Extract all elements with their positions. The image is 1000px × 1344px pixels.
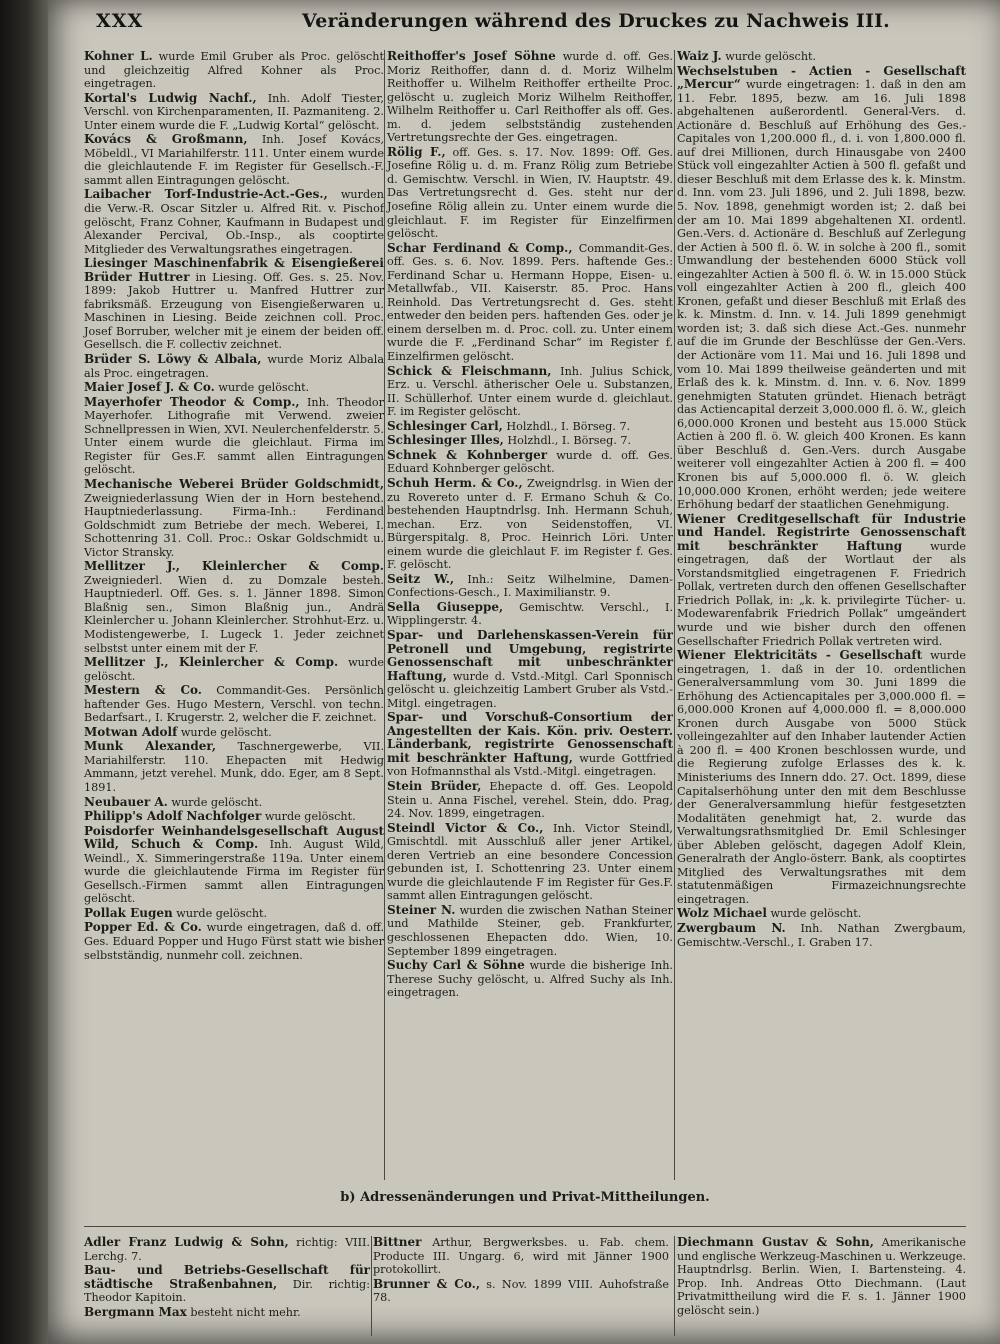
- entry-name: Munk Alexander,: [84, 739, 217, 754]
- entry-name: Schick & Fleischmann,: [387, 363, 552, 378]
- entry-text: wurde eingetragen, daß der Wortlaut der als Vorstandsmitglied eingetragenen F. Friedrich Pollak, vertreten durch den offenen Gesellschafter Friedrich Pollak, in: „k. k. privilegirte Tücher- u. Modewarenfabrik Friedrich Pollak“ umgeändert wurde und wie bisher durch den offenen Gesellschafter Friedrich Pollak vertreten wird.: [677, 539, 966, 648]
- register-entry: [387, 904, 673, 958]
- entry-text: wurde gelöscht.: [84, 656, 385, 683]
- register-entry: [84, 257, 384, 352]
- register-entry: [84, 796, 384, 810]
- register-entry: [387, 573, 673, 600]
- entry-name: Seitz W.,: [387, 571, 455, 586]
- entry-name: Schuh Herm. & Co.,: [387, 475, 523, 490]
- register-entry: [84, 353, 384, 380]
- register-entry: [84, 133, 384, 187]
- entry-name: Rölig F.,: [387, 144, 446, 159]
- section-b-column-3: [677, 1236, 966, 1319]
- entry-name: Kovács & Großmann,: [84, 132, 248, 147]
- entry-name: Suchy Carl & Söhne: [387, 958, 525, 973]
- entry-text: wurde Emil Gruber als Proc. gelöscht und gleichzeitig Alfred Kohner als Proc. eingetragen.: [84, 50, 384, 91]
- entry-text: wurde eingetragen, 1. daß in der 10. ordentlichen Generalversammlung vom 30. Juni 1899 die Erhöhung des Actiencapitales per 3,000.000 fl. = 6,000.000 Kronen auf 4,000.000 fl. = 8,000.000 Kronen durch Ausgabe von 5000 Stück volleingezahlter auf den Inhaber lautender Actien à 200 fl. = 400 Kronen beschlossen wurde, und die Regierung zufolge Erlasses des k. k. Ministeriums des Innern ddo. 27. Oct. 1899, diese Capitalserhöhung unter den mit dem Beschlusse der Generalversammlung hiefür festgesetzten Modalitäten genehmigt hat, 2. wurde das Verwaltungsrathsmitglied Dr. Emil Schlesinger über Ableben gelöscht, dagegen Adolf Klein, Generalrath der Anglo-österr. Bank, als cooptirtes Mitglied des Verwaltungsrathes mit dem statutenmäßigen Firmazeichnungsrechte eingetragen.: [677, 649, 967, 906]
- register-entry: [387, 434, 673, 448]
- register-entry: [84, 478, 384, 559]
- entry-text: richtig: VIII. Lerchg. 7.: [84, 1236, 370, 1263]
- register-entry: [677, 50, 966, 64]
- page-header: [92, 6, 972, 40]
- register-entry: [677, 922, 966, 949]
- register-entry: [387, 146, 673, 241]
- entry-name: Sella Giuseppe,: [387, 599, 504, 614]
- entry-name: Spar- und Darlehenskassen-Verein für Petronell und Umgebung, registrirte Genossenschaft mit unbeschränkter Haftung,: [387, 627, 673, 683]
- entry-name: Schlesinger Illes,: [387, 433, 504, 448]
- column-2: [387, 50, 673, 1001]
- register-entry: [387, 959, 673, 1000]
- register-entry: [84, 726, 384, 740]
- entry-text: wurde eingetragen, daß d. off. Ges. Eduard Popper und Hugo Fürst statt wie bisher selbstständig, nunmehr coll. zeichnen.: [84, 921, 384, 962]
- entry-name: Wechselstuben - Actien - Gesellschaft „Mercur“: [677, 63, 966, 92]
- entry-text: wurde gelöscht.: [721, 50, 817, 63]
- column-divider: [674, 50, 675, 1180]
- entry-name: Schar Ferdinand & Comp.,: [387, 240, 573, 255]
- register-entry: [387, 822, 673, 903]
- entry-text: Amerikanische und englische Werkzeug-Maschinen u. Werkzeuge. Hauptndrlsg. Berlin. Wien, I. Bartensteing. 4. Prop. Inh. Andreas Otto Diechmann. (Laut Privatmittheilung wird die F. s. 1. Jänner 1900 gelöscht sein.): [677, 1236, 966, 1317]
- entry-name: Bau- und Betriebs-Gesellschaft für städtische Straßenbahnen,: [84, 1263, 370, 1291]
- entry-name: Poisdorfer Weinhandelsgesellschaft August Wild, Schuch & Comp.: [84, 823, 384, 852]
- register-entry: [387, 780, 673, 821]
- entry-text: Arthur, Bergwerksbes. u. Fab. chem. Producte III. Ungarg. 6, wird mit Jänner 1900 protokollirt.: [373, 1236, 669, 1277]
- register-entry: [677, 513, 966, 648]
- entry-name: Mayerhofer Theodor & Comp.,: [84, 394, 300, 409]
- entry-text: wurde die bisherige Inh. Therese Suchy gelöscht, u. Alfred Suchy als Inh. eingetragen.: [387, 959, 673, 1000]
- entry-name: Maier Josef J. & Co.: [84, 380, 215, 395]
- entry-name: Liesinger Maschinenfabrik & Eisengießerei Brüder Huttrer: [84, 256, 384, 284]
- entry-text: Zweigniederl. Wien d. zu Domzale besteh. Hauptniederl. Off. Ges. s. 1. Jänner 1898. Simon Blaßnig sen., Simon Blaßnig jun., Andrä Kleinlercher u. Johann Kleinlercher. Strohhut-Erz. u. Modistengewerbe, I. Lugeck 1. Jeder zeichnet selbstst unter einem mit der F.: [84, 573, 384, 655]
- entry-text: wurde gelöscht.: [167, 795, 263, 809]
- entry-text: Gemischtw. Verschl., I. Wipplingerstr. 4.: [387, 600, 674, 628]
- entry-name: Waiz J.: [677, 49, 722, 63]
- entry-name: Brunner & Co.,: [373, 1276, 480, 1291]
- entry-name: Wiener Creditgesellschaft für Industrie und Handel. Registrirte Genossenschaft mit beschränkter Haftung: [677, 511, 966, 553]
- entry-text: Inh. August Wild, Weindl., X. Simmeringerstraße 119a. Unter einem wurde die gleichlautende Firma im Register für Gesellsch.-Firmen sammt allen Eintragungen gelöscht.: [84, 838, 384, 906]
- entry-text: Inh. Julius Schick, Erz. u. Verschl. ätherischer Oele u. Substanzen, II. Schüllerhof. Unter einem wurde d. gleichlaut. F. im Register gelöscht.: [387, 364, 673, 419]
- section-b-heading: b) Adressenänderungen und Privat-Mittheilungen.: [340, 1190, 710, 1205]
- entry-text: Inh. Theodor Mayerhofer. Lithografie mit Verwend. zweier Schnellpressen in Wien, XVI. Neulerchenfelderstr. 5. Unter einem wurde die gleichlaut. Firma im Register für Ges.F. sammt allen Eintragungen gelöscht.: [84, 395, 384, 477]
- column-divider: [384, 50, 385, 1180]
- register-entry: [677, 65, 966, 512]
- column-divider: [674, 1236, 675, 1336]
- register-entry: [373, 1236, 669, 1277]
- register-entry: [84, 825, 384, 906]
- entry-text: wurde gelöscht.: [214, 381, 310, 395]
- entry-text: Inh. Adolf Tiester, Verschl. von Kirchenparamenten, II. Pazmaniteng. 2. Unter einem wurde die F. „Ludwig Kortal“ gelöscht.: [84, 91, 384, 132]
- column-divider: [371, 1236, 372, 1336]
- entry-text: wurde d. off. Ges. Eduard Kohnberger gelöscht.: [387, 448, 673, 476]
- entry-name: Mechanische Weberei Brüder Goldschmidt,: [84, 476, 384, 491]
- entry-name: Wiener Elektricitäts - Gesellschaft: [677, 648, 923, 663]
- entry-name: Steiner N.: [387, 902, 456, 917]
- register-entry: [387, 242, 673, 364]
- register-entry: [84, 656, 384, 683]
- register-entry: [387, 365, 673, 419]
- register-entry: [387, 50, 673, 145]
- register-entry: [84, 907, 384, 921]
- entry-name: Steindl Victor & Co.,: [387, 820, 544, 835]
- entry-name: Bergmann Max: [84, 1304, 187, 1319]
- entry-text: s. Nov. 1899 VIII. Auhofstraße 78.: [373, 1277, 670, 1305]
- entry-text: Inh. Victor Steindl, Gmischtdl. mit Ausschluß aller jener Artikel, deren Vertrieb an eine besondere Concession gebunden ist, I. Schottenring 23. Unter einem wurde die gleichlautende F im Register für Ges.F. sammt allen Eintragungen gelöscht.: [387, 821, 673, 903]
- register-entry: [84, 92, 384, 133]
- register-entry: [84, 188, 384, 256]
- register-entry: [84, 1264, 370, 1305]
- register-entry: [677, 1236, 966, 1318]
- entry-text: wurde eingetragen: 1. daß in den am 11. Febr. 1895, bezw. am 16. Juli 1898 abgehaltenen außerordentl. General-Vers. d. Actionäre d. Beschluß auf Erhöhung des Ges.-Capitales von 1,200.000 fl., d. i. von 1,800.000 fl. auf drei Millionen, durch Hinausgabe von 2400 Stück voll eingezahlter Actien à 500 fl. gefaßt und dieser Beschluß mit dem Erlasse des k. k. Minstm. d. Inn. vom 23. Juli 1896, und 2. Juli 1898, bezw. 5. Nov. 1898, genehmigt worden ist; 2. daß bei der am 10. Mai 1899 abgehaltenen XI. ordentl. Gen.-Vers. d. Actionäre d. Beschluß auf Zerlegung der Actien à 500 fl. ö. W. in solche à 200 fl., somit Umwandlung der bestehenden 6000 Stück voll eingezahlter Actien à 500 fl. ö. W. in 15.000 Stück voll eingezahlter Actien à 200 fl., gleich 400 Kronen, gefaßt und dieser Beschluß mit Erlaß des k. k. Minstm. d. Inn. v. 14. Juli 1899 genehmigt worden ist; 3. daß sich diese Act.-Ges. nunmehr auf die im Grunde der Beschlüsse der Gen.-Vers. der Actionäre vom 11. Mai und 16. Juli 1898 und vom 10. Mai 1899 theilweise geänderten und mit Erlaß des k. k. Minstm. d. Inn. v. 6. Nov. 1899 genehmigten Statuten gründet. Hienach beträgt das Actiencapital derzeit 3,000.000 fl. ö. W., gleich 6,000.000 Kronen und besteht aus 15.000 Stück Actien à 200 fl. ö. W. gleich 400 Kronen. Es kann über Beschluß d. Gen.-Vers. durch Ausgabe weiterer voll eingezahlter Actien à 200 fl. = 400 Kronen bis auf 5,000.000 fl. ö. W. gleich 10,000.000 Kronen, erhöht werden; jede weitere Erhöhung bedarf der staatlichen Genehmigung.: [677, 78, 966, 512]
- entry-name: Philipp's Adolf Nachfolger: [84, 809, 262, 824]
- register-entry: [677, 907, 966, 921]
- entry-text: Commandit-Ges. off. Ges. s. 6. Nov. 1899. Pers. haftende Ges.: Ferdinand Schar u. Hermann Hoppe, Eisen- u. Metallwfab., VII. Kaiserstr. 85. Proc. Hans Reinhold. Das Vertretungsrecht d. Ges. steht entweder den beiden pers. haftenden Ges. oder je einem derselben m. d. Proc. coll. zu. Unter einem wurde die F. „Ferdinand Schar“ im Register f. Einzelfirmen gelöscht.: [387, 241, 673, 364]
- entry-text: Zweigniederlassung Wien der in Horn bestehend. Hauptniederlassung. Firma-Inh.: Ferdinand Goldschmidt zum Betriebe der mech. Weberei, I. Schottenring 31. Coll. Proc.: Oskar Goldschmidt u. Victor Stransky.: [84, 491, 384, 559]
- entry-text: wurden die zwischen Nathan Steiner und Mathilde Steiner, geb. Frankfurter, geschlossenen Ehepacten ddo. Wien, 10. September 1899 eingetragen.: [387, 903, 674, 958]
- entry-name: Kortal's Ludwig Nachf.,: [84, 90, 257, 105]
- entry-name: Spar- und Vorschuß-Consortium der Angestellten der Kais. Kön. priv. Oesterr. Länderbank, registrirte Genossenschaft mit beschränkter Haftung,: [387, 710, 673, 765]
- register-entry: [677, 649, 966, 906]
- entry-name: Wolz Michael: [677, 906, 767, 921]
- entry-text: wurde gelöscht.: [766, 907, 862, 921]
- book-gutter: [0, 0, 48, 1344]
- entry-name: Laibacher Torf-Industrie-Act.-Ges.,: [84, 187, 328, 202]
- entry-name: Mestern & Co.: [84, 683, 202, 698]
- register-entry: [84, 396, 384, 477]
- entry-text: Taschnergewerbe, VII. Mariahilferstr. 110. Ehepacten mit Hedwig Ammann, jetzt verehel. Munk, ddo. Eger, am 8 Sept. 1891.: [84, 740, 384, 794]
- entry-name: Kohner L.: [84, 49, 153, 63]
- entry-name: Motwan Adolf: [84, 724, 178, 739]
- entry-text: Ehepacte d. off. Ges. Leopold Stein u. Anna Fischel, verehel. Stein, ddo. Prag, 24. Nov. 1899, eingetragen.: [387, 779, 673, 821]
- register-entry: [373, 1278, 669, 1305]
- entry-text: in Liesing. Off. Ges. s. 25. Nov. 1899: Jakob Huttrer u. Manfred Huttrer zur fabriksmäß. Erzeugung von Eisengießerwaren u. Maschinen in Liesing. Beide zeichnen coll. Proc. Josef Borruber, welcher mit je einem der beiden off. Gesellsch. die F. collectiv zeichnet.: [84, 270, 384, 352]
- entry-text: Dir. richtig: Theodor Kapitoin.: [84, 1277, 370, 1305]
- register-entry: [84, 381, 384, 395]
- entry-text: wurde Gottfried von Hofmannsthal als Vstd.-Mitgl. eingetragen.: [387, 751, 673, 779]
- register-entry: [387, 629, 673, 710]
- entry-text: Inh. Nathan Zwergbaum, Gemischtw.-Verschl., I. Graben 17.: [677, 922, 966, 949]
- entry-text: Zweigndrlsg. in Wien der zu Rovereto unter d. F. Ermano Schuh & Co. bestehenden Hauptndrlsg. Inh. Hermann Schuh, mechan. Erz. von Seidenstoffen, VI. Bürgerspitalg. 8, Proc. Heinrich Löri. Unter einem wurde die gleichlaut F. im Register f. Ges. F. gelöscht.: [387, 476, 673, 572]
- entry-text: wurde d. off. Ges. Moriz Reithoffer, dann d. d. Moriz Wilhelm Reithoffer u. Wilhelm Reithoffer ertheilte Proc. gelöscht u. zugleich Moriz Wilhelm Reithoffer, Wilhelm Reithoffer u. Carl Reithoffer als off. Ges. m. d. jedem selbstständig zustehenden Vertretungsrechte der Ges. eingetragen.: [387, 50, 673, 145]
- entry-text: Holzhdl., I. Börseg. 7.: [503, 434, 632, 448]
- entry-name: Brüder S. Löwy & Albala,: [84, 352, 262, 367]
- entry-name: Pollak Eugen: [84, 905, 173, 920]
- page-number: XXX: [96, 10, 144, 32]
- register-entry: [387, 601, 673, 628]
- entry-text: off. Ges. s. 17. Nov. 1899: Off. Ges. Josefine Rölig u. d. m. Franz Rölig zum Betriebe d. Gemischtw. Verschl. in Wien, IV. Hauptstr. 49. Das Vertretungsrecht d. Ges. steht nur der Josefine Rölig allein zu. Unter einem wurde die gleichlaut. F. im Register für Einzelfirmen gelöscht.: [387, 145, 673, 241]
- register-entry: [387, 711, 673, 779]
- entry-name: Adler Franz Ludwig & Sohn,: [84, 1235, 289, 1249]
- entry-text: wurde gelöscht.: [177, 725, 272, 739]
- register-entry: [84, 921, 384, 962]
- entry-name: Zwergbaum N.: [677, 921, 786, 935]
- register-entry: [84, 560, 384, 655]
- page-title: Veränderungen während des Druckes zu Nachweis III.: [302, 10, 890, 32]
- register-entry: [84, 1236, 370, 1263]
- entry-text: wurde gelöscht.: [261, 810, 356, 824]
- register-entry: [84, 684, 384, 725]
- entry-name: Popper Ed. & Co.: [84, 920, 202, 935]
- entry-name: Schnek & Kohnberger: [387, 447, 548, 462]
- entry-text: wurde gelöscht.: [172, 906, 268, 920]
- entry-text: wurde Moriz Albala als Proc. eingetragen.: [84, 353, 384, 380]
- register-entry: [84, 50, 384, 91]
- entry-text: Inh.: Seitz Wilhelmine, Damen-Confections-Gesch., I. Maximilianstr. 9.: [387, 572, 674, 600]
- entry-name: Schlesinger Carl,: [387, 418, 503, 433]
- entry-text: Inh. Josef Kovács, Möbeldl., VI Mariahilferstr. 111. Unter einem wurde die gleichlautende F. im Register für Gesellsch.-F. sammt allen Eintragungen gelöscht.: [84, 133, 384, 187]
- column-3: [677, 50, 966, 950]
- register-entry: [84, 740, 384, 794]
- entry-name: Mellitzer J., Kleinlercher & Comp.: [84, 559, 384, 574]
- entry-text: wurde d. Vstd.-Mitgl. Carl Sponnisch gelöscht u. gleichzeitig Lambert Gruber als Vstd.-Mitgl. eingetragen.: [387, 669, 673, 710]
- entry-name: Diechmann Gustav & Sohn,: [677, 1235, 874, 1249]
- entry-text: Holzhdl., I. Börseg. 7.: [502, 419, 631, 433]
- entry-name: Neubauer A.: [84, 794, 168, 809]
- register-entry: [387, 449, 673, 476]
- register-entry: [387, 477, 673, 572]
- column-1: [84, 50, 384, 963]
- entry-text: Commandit-Ges. Persönlich haftender Ges. Hugo Mestern, Verschl. von techn. Bedarfsart., I. Krugerstr. 2, welcher die F. zeichnet.: [84, 684, 384, 725]
- entry-text: wurden die Verw.-R. Oscar Sitzler u. Alfred Rit. v. Pischof gelöscht, Franz Cohner, Kaufmann in Budapest und Alexander Percival, Ob.-Insp., als cooptirte Mitglieder des Verwaltungsrathes eingetragen.: [84, 188, 384, 256]
- section-b-column-1: [84, 1236, 370, 1321]
- entry-name: Reithoffer's Josef Söhne: [387, 49, 556, 63]
- register-entry: [84, 1306, 370, 1320]
- register-entry: [84, 810, 384, 824]
- entry-name: Stein Brüder,: [387, 778, 482, 793]
- section-b-column-2: [373, 1236, 669, 1306]
- entry-name: Bittner: [373, 1235, 422, 1249]
- register-entry: [387, 420, 673, 434]
- section-divider: [84, 1226, 966, 1227]
- entry-text: besteht nicht mehr.: [186, 1305, 301, 1319]
- entry-name: Mellitzer J., Kleinlercher & Comp.: [84, 655, 339, 670]
